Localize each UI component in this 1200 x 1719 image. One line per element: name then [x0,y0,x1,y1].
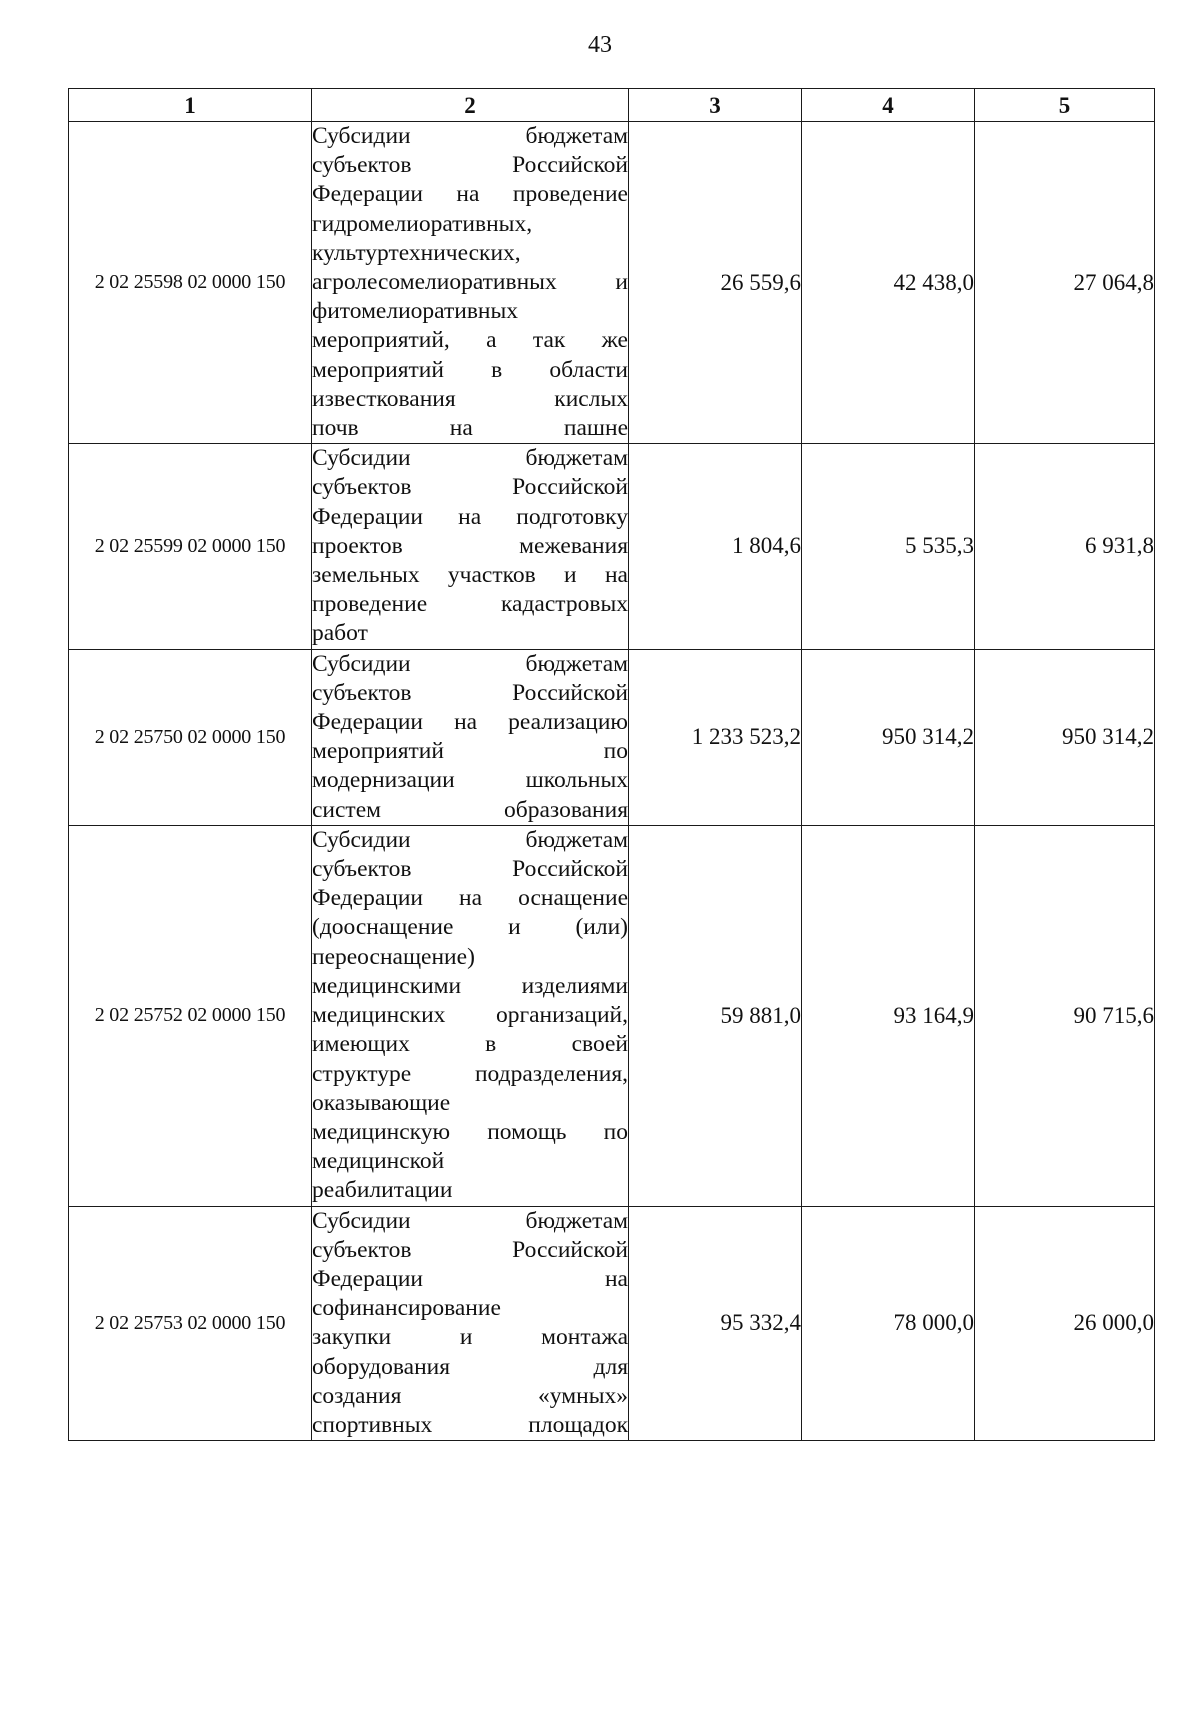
description-cell [312,122,629,444]
table-row [69,1206,1155,1441]
description-line: медицинской [312,1148,445,1175]
header-row [69,89,1155,122]
description-line: медицинскими изделиями [312,972,628,999]
description-line: гидромелиоративных, [312,210,533,237]
amount-cell-col3: 26 559,6 [629,122,802,444]
header-cell: 4 [802,89,975,122]
amount-cell-col5: 90 715,6 [975,825,1155,1206]
budget-code-cell: 2 02 25598 02 0000 150 [69,122,312,444]
description-line: Субсидии бюджетам [312,1207,628,1234]
budget-code-cell: 2 02 25750 02 0000 150 [69,649,312,825]
description-line: фитомелиоративных [312,298,519,325]
description-line: проведение кадастровых [312,591,628,618]
amount-cell-col4: 950 314,2 [802,649,975,825]
description-line: модернизации школьных [312,767,628,794]
budget-code-cell: 2 02 25753 02 0000 150 [69,1206,312,1441]
description-line: закупки и монтажа [312,1324,628,1351]
description-line: реабилитации [312,1177,453,1204]
description-line: мероприятий, а так же [312,327,628,354]
description-line: Федерации на проведение [312,181,628,208]
amount-cell-col4: 5 535,3 [802,444,975,649]
header-cell: 5 [975,89,1155,122]
header-cell: 2 [312,89,629,122]
description-line: известкования кислых [312,385,628,412]
table-row [69,825,1155,1206]
amount-cell-col3: 59 881,0 [629,825,802,1206]
table-row [69,122,1155,444]
description-line: структуре подразделения, [312,1060,628,1087]
description-line: субъектов Российской [312,152,628,179]
description-line: оказывающие [312,1089,451,1116]
description-line: субъектов Российской [312,856,628,883]
description-line: переоснащение) [312,943,475,970]
amount-cell-col5: 27 064,8 [975,122,1155,444]
description-line: мероприятий по [312,738,628,765]
description-line: имеющих в своей [312,1031,628,1058]
description-line: проектов межевания [312,532,628,559]
amount-cell-col4: 42 438,0 [802,122,975,444]
description-line: субъектов Российской [312,1236,628,1263]
amount-cell-col3: 1 804,6 [629,444,802,649]
description-line: систем образования [312,796,628,823]
description-line: Федерации на оснащение [312,885,628,912]
description-line: субъектов Российской [312,474,628,501]
page-number: 43 [588,32,612,58]
amount-cell-col3: 95 332,4 [629,1206,802,1441]
description-line: земельных участков и на [312,562,628,589]
amount-cell-col5: 26 000,0 [975,1206,1155,1441]
table-row [69,649,1155,825]
table-row [69,444,1155,649]
amount-cell-col4: 78 000,0 [802,1206,975,1441]
header-cell: 3 [629,89,802,122]
description-line: Федерации на подготовку [312,503,628,530]
header-cell: 1 [69,89,312,122]
description-line: оборудования для [312,1353,628,1380]
description-line: софинансирование [312,1295,501,1322]
description-line: (дооснащение и (или) [312,914,628,941]
description-line: культуртехнических, [312,239,521,266]
description-line: медицинских организаций, [312,1002,628,1029]
description-line: Субсидии бюджетам [312,445,628,472]
description-line: почв на пашне [312,415,628,442]
budget-code-cell: 2 02 25752 02 0000 150 [69,825,312,1206]
description-cell [312,649,629,825]
description-line: Субсидии бюджетам [312,650,628,677]
budget-table [68,88,1155,1441]
description-line: создания «умных» [312,1382,628,1409]
description-cell [312,444,629,649]
description-line: работ [312,620,368,647]
description-line: Субсидии бюджетам [312,826,628,853]
amount-cell-col3: 1 233 523,2 [629,649,802,825]
description-line: Федерации на [312,1265,628,1292]
description-line: спортивных площадок [312,1411,628,1438]
description-line: мероприятий в области [312,356,628,383]
amount-cell-col5: 6 931,8 [975,444,1155,649]
description-line: Федерации на реализацию [312,709,628,736]
budget-code-cell: 2 02 25599 02 0000 150 [69,444,312,649]
amount-cell-col4: 93 164,9 [802,825,975,1206]
amount-cell-col5: 950 314,2 [975,649,1155,825]
description-cell [312,825,629,1206]
description-line: субъектов Российской [312,679,628,706]
description-line: Субсидии бюджетам [312,123,628,149]
description-line: агролесомелиоративных и [312,269,628,296]
description-cell [312,1206,629,1441]
description-line: медицинскую помощь по [312,1118,628,1145]
